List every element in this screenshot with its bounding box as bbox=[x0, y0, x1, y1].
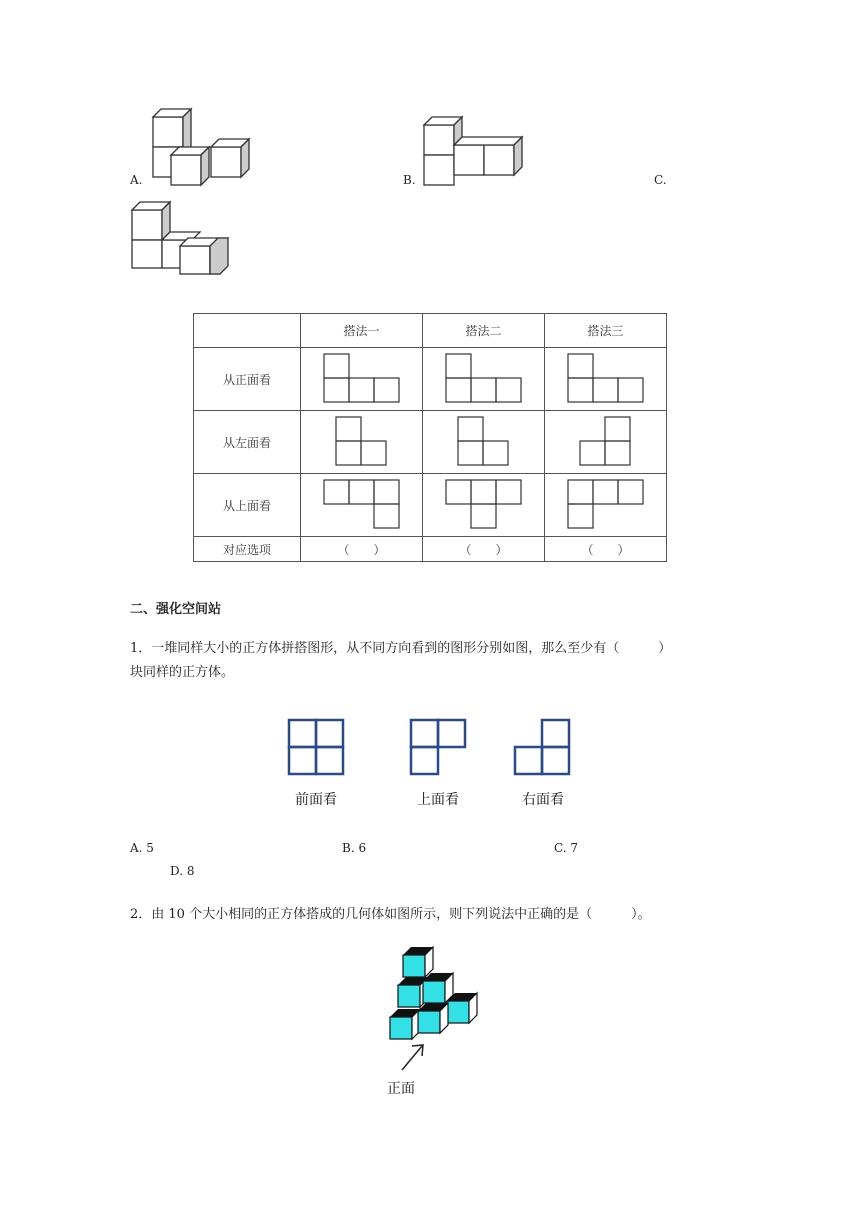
section-title: 二、强化空间站 bbox=[130, 602, 222, 617]
header-method-1: 搭法一 bbox=[301, 314, 423, 348]
header-method-3: 搭法三 bbox=[545, 314, 667, 348]
q1-text-line2: 块同样的正方体。 bbox=[130, 665, 235, 680]
q1-caption-top: 上面看 bbox=[417, 792, 459, 808]
q1-choice-c[interactable]: C. 7 bbox=[554, 841, 579, 855]
top-view-2 bbox=[423, 474, 545, 537]
corner-cell bbox=[194, 314, 301, 348]
answer-blank-2[interactable]: （ ） bbox=[423, 537, 545, 562]
top-view-3 bbox=[545, 474, 667, 537]
front-view-3 bbox=[545, 348, 667, 411]
q1-text-line1: 1．一堆同样大小的正方体拼搭图形，从不同方向看到的图形分别如图，那么至少有（ ） bbox=[130, 641, 672, 656]
left-view-1 bbox=[301, 411, 423, 474]
left-view-3 bbox=[545, 411, 667, 474]
q1-right-view bbox=[513, 718, 573, 778]
q1-front-view bbox=[287, 718, 347, 778]
front-view-2 bbox=[423, 348, 545, 411]
q1-caption-front: 前面看 bbox=[295, 792, 337, 808]
q2-caption-front: 正面 bbox=[387, 1081, 415, 1097]
q1-choice-b[interactable]: B. 6 bbox=[342, 841, 367, 855]
row-label-answer: 对应选项 bbox=[194, 537, 301, 562]
front-view-1 bbox=[301, 348, 423, 411]
q2-cube-stack bbox=[385, 945, 481, 1045]
option-b-label: B. bbox=[403, 173, 416, 187]
option-a-figure bbox=[145, 105, 255, 187]
row-label-top: 从上面看 bbox=[194, 474, 301, 537]
q1-choice-a[interactable]: A. 5 bbox=[130, 841, 154, 855]
row-label-front: 从正面看 bbox=[194, 348, 301, 411]
q1-top-view bbox=[409, 718, 469, 778]
header-method-2: 搭法二 bbox=[423, 314, 545, 348]
q2-text: 2．由 10 个大小相同的正方体搭成的几何体如图所示，则下列说法中正确的是（ ）。 bbox=[130, 907, 651, 922]
option-a-label: A. bbox=[130, 173, 143, 187]
row-label-left: 从左面看 bbox=[194, 411, 301, 474]
top-view-1 bbox=[301, 474, 423, 537]
q2-arrow-icon bbox=[398, 1040, 428, 1072]
answer-blank-3[interactable]: （ ） bbox=[545, 537, 667, 562]
answer-blank-1[interactable]: （ ） bbox=[301, 537, 423, 562]
option-b-figure bbox=[422, 115, 537, 187]
q1-caption-right: 右面看 bbox=[522, 792, 564, 808]
q1-choice-d[interactable]: D. 8 bbox=[170, 864, 195, 878]
views-table bbox=[193, 313, 667, 562]
option-c-label: C. bbox=[654, 173, 667, 187]
option-c-figure bbox=[130, 200, 235, 278]
left-view-2 bbox=[423, 411, 545, 474]
